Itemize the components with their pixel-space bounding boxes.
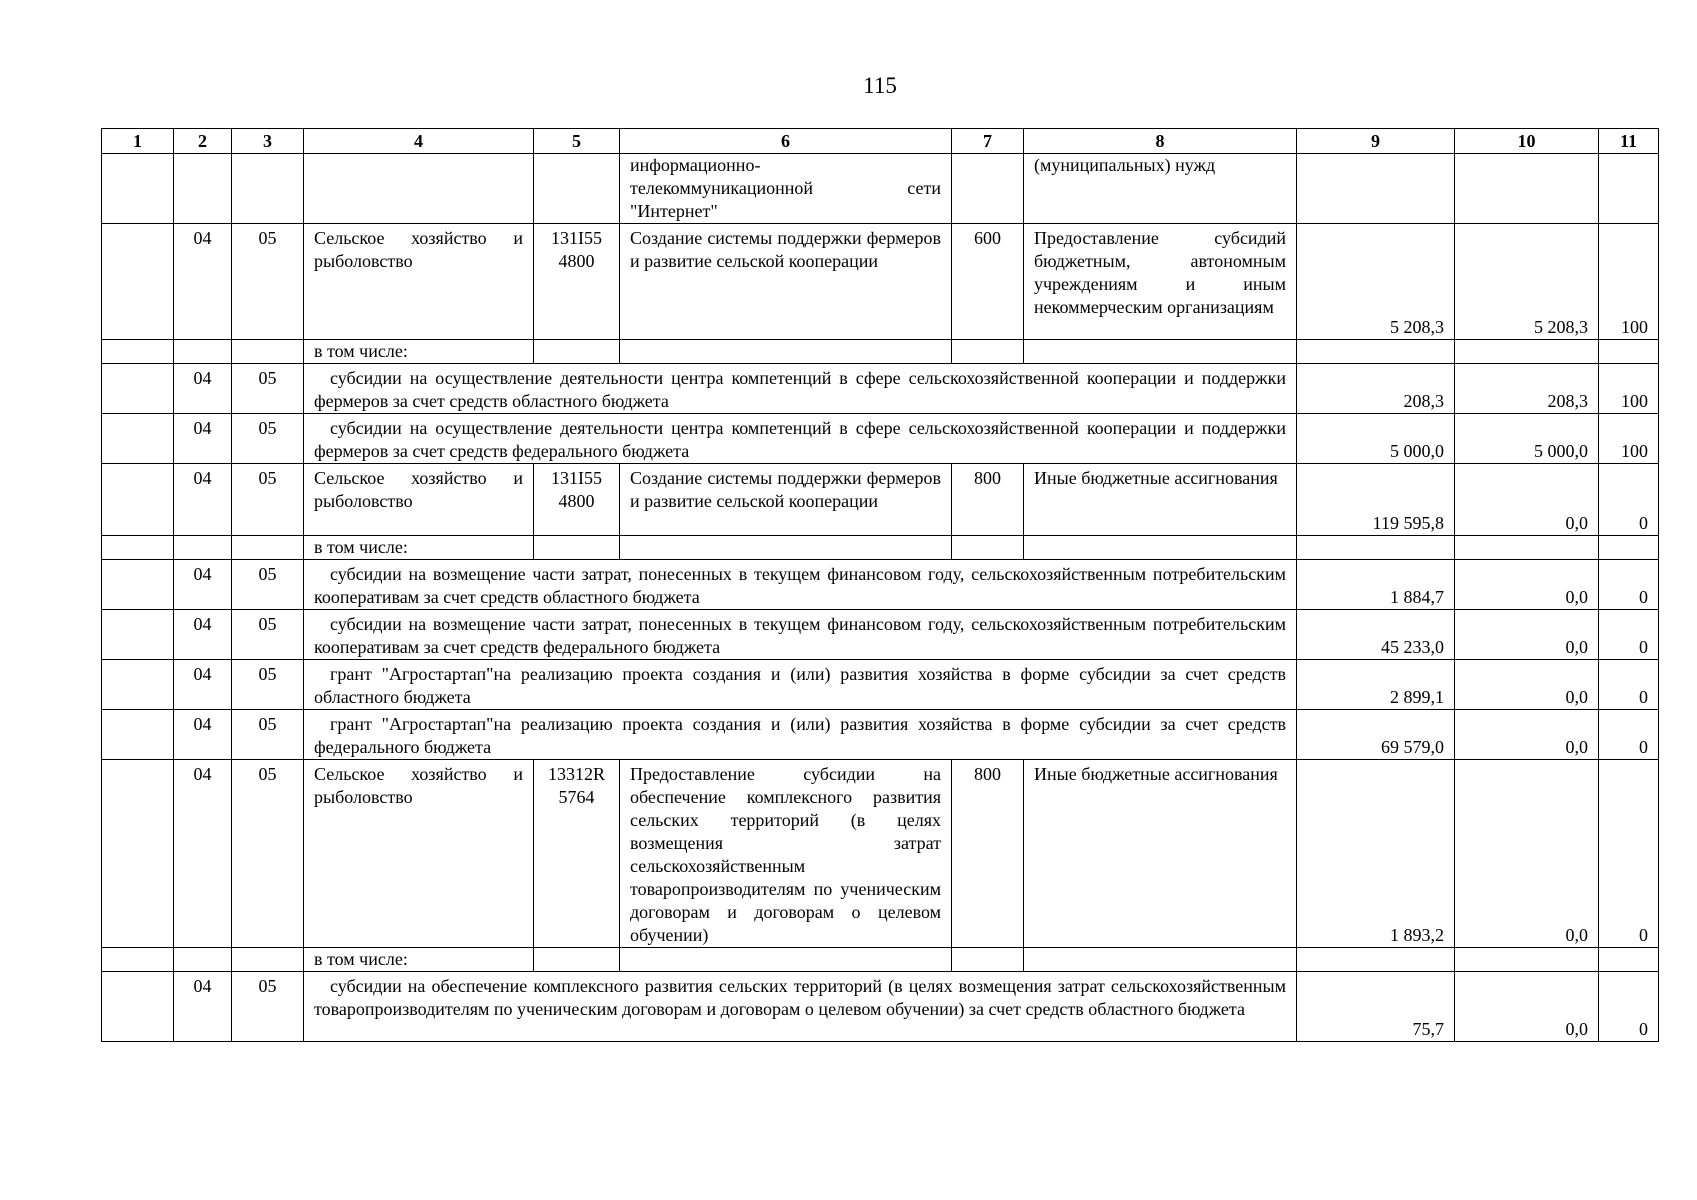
planned-amount: 75,7 — [1297, 972, 1455, 1042]
execution-percent: 100 — [1599, 224, 1659, 340]
column-header: 8 — [1024, 129, 1297, 154]
subsidy-description: субсидии на возмещение части затрат, понесенных в текущем финансовом году, сельскохозяйственным потребительским кооперативам за счет средств федерального бюджета — [304, 610, 1297, 660]
subsection-code: 05 — [232, 224, 304, 340]
section-code: 04 — [174, 414, 232, 464]
subsidy-description: грант "Агростартап"на реализацию проекта создания и (или) развития хозяйства в форме субсидии за счет средств федерального бюджета — [304, 710, 1297, 760]
table-row — [102, 364, 1659, 414]
target-article-code: 131I55 4800 — [534, 224, 620, 340]
subsection-code: 05 — [232, 610, 304, 660]
page-number: 115 — [863, 73, 897, 98]
actual-amount: 0,0 — [1455, 710, 1599, 760]
expense-type-code: 800 — [952, 464, 1024, 536]
column-header: 10 — [1455, 129, 1599, 154]
column-header: 2 — [174, 129, 232, 154]
planned-amount: 208,3 — [1297, 364, 1455, 414]
including-label: в том числе: — [304, 948, 534, 972]
table-row — [102, 464, 1659, 536]
actual-amount: 0,0 — [1455, 660, 1599, 710]
subsection-code: 05 — [232, 414, 304, 464]
section-code: 04 — [174, 560, 232, 610]
subsection-code: 05 — [232, 972, 304, 1042]
table-row — [102, 560, 1659, 610]
expense-type-code: 600 — [952, 224, 1024, 340]
subsection-code: 05 — [232, 364, 304, 414]
column-header: 5 — [534, 129, 620, 154]
actual-amount: 0,0 — [1455, 760, 1599, 948]
subsidy-description: грант "Агростартап"на реализацию проекта создания и (или) развития хозяйства в форме субсидии за счет средств областного бюджета — [304, 660, 1297, 710]
actual-amount: 0,0 — [1455, 610, 1599, 660]
subsection-code: 05 — [232, 760, 304, 948]
execution-percent: 0 — [1599, 660, 1659, 710]
column-header: 3 — [232, 129, 304, 154]
table-row — [102, 760, 1659, 948]
subsection-code: 05 — [232, 710, 304, 760]
execution-percent: 0 — [1599, 610, 1659, 660]
subsidy-description: субсидии на осуществление деятельности центра компетенций в сфере сельскохозяйственной кооперации и поддержки фермеров за счет средств федерального бюджета — [304, 414, 1297, 464]
including-row — [102, 340, 1659, 364]
table-row — [102, 414, 1659, 464]
expense-direction: информационно-телекоммуникационной сети "Интернет" — [620, 154, 952, 224]
actual-amount: 208,3 — [1455, 364, 1599, 414]
planned-amount: 5 000,0 — [1297, 414, 1455, 464]
section-code: 04 — [174, 660, 232, 710]
execution-percent: 0 — [1599, 560, 1659, 610]
expense-type: Иные бюджетные ассигнования — [1024, 760, 1297, 948]
section-code: 04 — [174, 972, 232, 1042]
actual-amount: 0,0 — [1455, 560, 1599, 610]
execution-percent: 0 — [1599, 710, 1659, 760]
column-header: 1 — [102, 129, 174, 154]
section-name: Сельское хозяйство и рыболовство — [304, 760, 534, 948]
execution-percent: 100 — [1599, 364, 1659, 414]
section-code: 04 — [174, 464, 232, 536]
expense-direction: Создание системы поддержки фермеров и развитие сельской кооперации — [620, 464, 952, 536]
table-row — [102, 610, 1659, 660]
column-header: 11 — [1599, 129, 1659, 154]
expense-direction: Предоставление субсидии на обеспечение комплексного развития сельских территорий (в целях возмещения затрат сельскохозяйственным товаропроизводителям по ученическим договорам и договорам о целевом обучении) — [620, 760, 952, 948]
target-article-code: 131I55 4800 — [534, 464, 620, 536]
planned-amount: 5 208,3 — [1297, 224, 1455, 340]
table-row — [102, 660, 1659, 710]
column-header: 9 — [1297, 129, 1455, 154]
actual-amount: 5 208,3 — [1455, 224, 1599, 340]
actual-amount: 5 000,0 — [1455, 414, 1599, 464]
header-row — [102, 129, 1659, 154]
execution-percent: 0 — [1599, 972, 1659, 1042]
including-label: в том числе: — [304, 340, 534, 364]
expense-type: Предоставление субсидий бюджетным, автономным учреждениям и иным некоммерческим организациям — [1024, 224, 1297, 340]
section-name: Сельское хозяйство и рыболовство — [304, 224, 534, 340]
execution-percent: 0 — [1599, 464, 1659, 536]
subsection-code: 05 — [232, 464, 304, 536]
subsidy-description: субсидии на обеспечение комплексного развития сельских территорий (в целях возмещения затрат сельскохозяйственным товаропроизводителям по ученическим договорам и договорам о целевом обучении) за счет средств областного бюджета — [304, 972, 1297, 1042]
section-name: Сельское хозяйство и рыболовство — [304, 464, 534, 536]
section-code: 04 — [174, 710, 232, 760]
subsidy-description: субсидии на возмещение части затрат, понесенных в текущем финансовом году, сельскохозяйственным потребительским кооперативам за счет средств областного бюджета — [304, 560, 1297, 610]
section-code: 04 — [174, 224, 232, 340]
planned-amount: 2 899,1 — [1297, 660, 1455, 710]
including-row — [102, 536, 1659, 560]
column-header: 6 — [620, 129, 952, 154]
execution-percent: 0 — [1599, 760, 1659, 948]
including-label: в том числе: — [304, 536, 534, 560]
table-row — [102, 224, 1659, 340]
expense-direction: Создание системы поддержки фермеров и развитие сельской кооперации — [620, 224, 952, 340]
target-article-code: 13312R 5764 — [534, 760, 620, 948]
subsection-code: 05 — [232, 560, 304, 610]
subsidy-description: субсидии на осуществление деятельности центра компетенций в сфере сельскохозяйственной кооперации и поддержки фермеров за счет средств областного бюджета — [304, 364, 1297, 414]
planned-amount: 119 595,8 — [1297, 464, 1455, 536]
planned-amount: 1 884,7 — [1297, 560, 1455, 610]
including-row — [102, 948, 1659, 972]
column-header: 4 — [304, 129, 534, 154]
section-code: 04 — [174, 364, 232, 414]
column-header: 7 — [952, 129, 1024, 154]
expense-type: Иные бюджетные ассигнования — [1024, 464, 1297, 536]
planned-amount: 45 233,0 — [1297, 610, 1455, 660]
expense-type: (муниципальных) нужд — [1024, 154, 1297, 224]
table-row — [102, 710, 1659, 760]
actual-amount: 0,0 — [1455, 464, 1599, 536]
continuation-row — [102, 154, 1659, 224]
budget-table — [101, 128, 1659, 1042]
section-code: 04 — [174, 610, 232, 660]
subsection-code: 05 — [232, 660, 304, 710]
planned-amount: 69 579,0 — [1297, 710, 1455, 760]
section-code: 04 — [174, 760, 232, 948]
expense-type-code: 800 — [952, 760, 1024, 948]
table-row — [102, 972, 1659, 1042]
execution-percent: 100 — [1599, 414, 1659, 464]
planned-amount: 1 893,2 — [1297, 760, 1455, 948]
actual-amount: 0,0 — [1455, 972, 1599, 1042]
